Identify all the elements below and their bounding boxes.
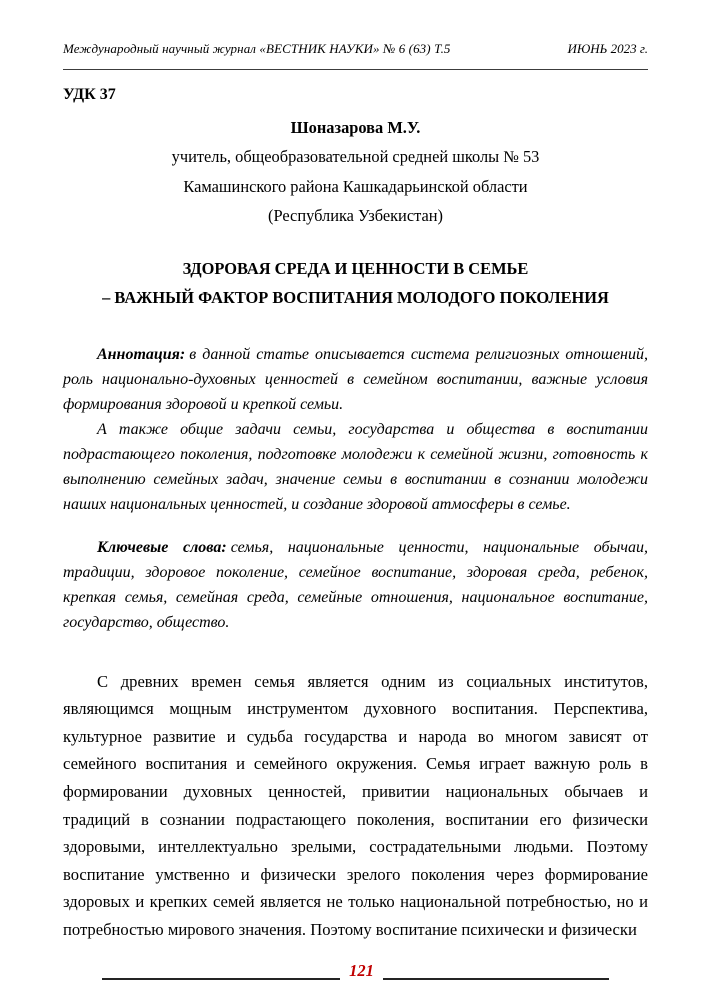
abstract-paragraph-2: А также общие задачи семьи, государства и общества в воспитании подрастающего поколения, подготовке молодежи к семейной жизни, готовность к выполнению семейных задач, значение семьи в воспитании в сознании молодежи наших национальных ценностей, и создание здоровой атмосферы в семье. — [63, 420, 648, 513]
abstract-text: в данной статье описывается система религиозных отношений, роль национально-духовных ценностей в семейном воспитании, важные условия формирования здоровой и крепкой семьи. — [63, 345, 648, 413]
footer-rule-right — [383, 964, 609, 980]
author-affiliation-line-1: учитель, общеобразовательной средней школы № 53 — [171, 147, 540, 167]
journal-title: Международный научный журнал «ВЕСТНИК НАУКИ» № 6 (63) Т.5 — [63, 41, 451, 56]
body-paragraph: С древних времен семья является одним из социальных институтов, являющимся мощным инструментом духовного воспитания. Перспектива, культурное развитие и судьба государства и народа во многом зависят от семейного воспитания и семейного окружения. Семья играет важную роль в формировании духовных ценностей, привитии национальных обычаев и традиций в сознании подрастающего поколения, воспитании его физически здоровыми, интеллектуально зрелыми, сострадательными людьми. Поэтому воспитание умственно и физически зрелого поколения через формирование здоровых и крепких семей является не только национальной потребностью, но и потребностью мирового значения. Поэтому воспитание психически и физически — [63, 671, 648, 939]
footer-rule-left — [102, 964, 340, 980]
author-block — [63, 113, 648, 231]
article-title-line-1: ЗДОРОВАЯ СРЕДА И ЦЕННОСТИ В СЕМЬЕ — [182, 258, 529, 278]
running-head — [63, 41, 648, 70]
author-affiliation-line-2: Камашинского района Кашкадарьинской области — [183, 176, 528, 196]
keywords-label: Ключевые слова: — [97, 538, 227, 556]
article-title — [63, 254, 648, 312]
issue-date: ИЮНЬ 2023 г. — [567, 41, 648, 56]
author-affiliation-line-3: (Республика Узбекистан) — [268, 206, 443, 226]
abstract-section — [63, 342, 648, 517]
udc-code: УДК 37 — [63, 86, 116, 103]
page-number: 121 — [349, 960, 374, 980]
author-name: Шоназарова М.У. — [290, 118, 421, 137]
page-footer — [63, 961, 648, 980]
abstract-paragraph-1 — [63, 342, 648, 417]
keywords-text: семья, национальные ценности, национальные обычаи, традиции, здоровое поколение, семейное воспитание, здоровая среда, ребенок, крепкая семья, семейная среда, семейные отношения, национальное воспитание, государство, общество. — [63, 538, 649, 631]
keywords-paragraph — [63, 535, 648, 635]
abstract-label: Аннотация: — [97, 345, 186, 363]
article-title-line-2: – ВАЖНЫЙ ФАКТОР ВОСПИТАНИЯ МОЛОДОГО ПОКОЛЕНИЯ — [102, 287, 609, 307]
